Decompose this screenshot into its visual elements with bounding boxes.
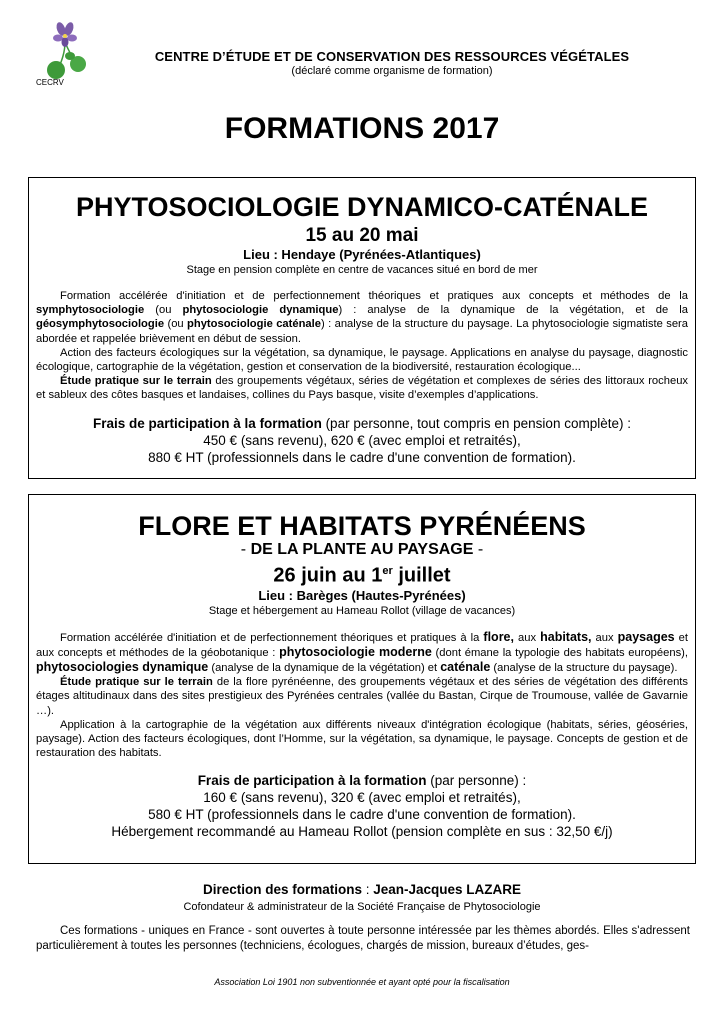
formation1-description bbox=[36, 289, 688, 403]
organization-status: (déclaré comme organisme de formation) bbox=[291, 65, 493, 77]
formation2-paragraph-2: Étude pratique sur le terrain de la flore pyrénéenne, des groupements végétaux et des séries de végétation des différents étages altitudinaux dans des sites prestigieux des Pyrénées centrales (vallée du Bastan, Cirque de Troumouse, vallée de Gavarnie …). bbox=[36, 676, 689, 717]
formation2-stay: Stage et hébergement au Hameau Rollot (village de vacances) bbox=[208, 604, 516, 617]
formation2-subtitle: - DE LA PLANTE AU PAYSAGE - bbox=[240, 541, 484, 558]
formation1-fees: Frais de participation à la formation (par personne, tout compris en pension complète) : 450 € (sans revenu), 620 € (avec emploi et retraités), 880 € HT (professionnels dans le cadre d'une convention de formation). bbox=[93, 415, 631, 465]
formation2-title: FLORE ET HABITATS PYRÉNÉENS bbox=[138, 511, 586, 541]
formation-box-phytosociologie bbox=[28, 177, 696, 479]
formation1-title: PHYTOSOCIOLOGIE DYNAMICO-CATÉNALE bbox=[75, 192, 649, 222]
formation2-paragraph-3: Application à la cartographie de la végétation aux différents niveaux d'intégration écologique (habitats, séries, géoséries, paysage). Action des facteurs écologiques, dont l’Homme, sur la végétation, sa dynamique, le paysage. Concepts de gestion et de restauration des habitats. bbox=[36, 718, 688, 760]
formation1-paragraph-3: Étude pratique sur le terrain des groupements végétaux, séries de végétation et complexes de séries des littoraux rocheux et sableux des côtes basques et landaises, collines du Pays basque, visite d’exemples d’applications. bbox=[36, 375, 689, 402]
association-note: Association Loi 1901 non subventionnée et ayant opté pour la fiscalisation bbox=[214, 977, 510, 987]
formation2-location: Lieu : Barèges (Hautes-Pyrénées) bbox=[258, 587, 466, 603]
direction-line: Direction des formations : Jean-Jacques LAZARE bbox=[202, 882, 522, 897]
formation1-location: Lieu : Hendaye (Pyrénées-Atlantiques) bbox=[243, 247, 481, 262]
formation2-description bbox=[36, 630, 688, 761]
formation1-dates: 15 au 20 mai bbox=[305, 225, 419, 246]
formation2-fees: Frais de participation à la formation (par personne) : 160 € (sans revenu), 320 € (avec emploi et retraités), 580 € HT (professionnels dans le cadre d'une convention de formation). Hébergement recommandé au Hameau Rollot (pension complète en sus : 32,50 €/j) bbox=[111, 773, 613, 840]
intro-paragraph: Ces formations - uniques en France - sont ouvertes à toute personne intéressée par les thèmes abordés. Elles s'adressent particulièrement à toutes les personnes (techniciens, écologues, chargés de mission, bureaux d’études, ges- bbox=[36, 925, 690, 952]
formation-box-flore-habitats bbox=[28, 494, 696, 864]
formation1-stay: Stage en pension complète en centre de vacances situé en bord de mer bbox=[186, 264, 538, 276]
logo-caption: CECRV bbox=[36, 78, 64, 87]
page-title: FORMATIONS 2017 bbox=[224, 112, 500, 145]
director-title: Cofondateur & administrateur de la Société Française de Phytosociologie bbox=[183, 901, 541, 913]
formation2-paragraph-1: Formation accélérée d'initiation et de perfectionnement théoriques et pratiques à la flore, aux habitats, aux paysages et aux concepts et méthodes de la géobotanique : phytosociologie moderne (dont émane la typologie des habitats européens), phytosociologies dynamique (analyse de la dynamique de la végétation) et caténale (analyse de la structure du paysage). bbox=[36, 629, 688, 675]
formation1-paragraph-1: Formation accélérée d'initiation et de perfectionnement théoriques et pratiques aux concepts et méthodes de la symphytosociologie (ou phytosociologie dynamique) : analyse de la dynamique de la végétation, et de la géosymphytosociologie (ou phytosociologie caténale) : analyse de la structure du paysage. La phytosociologie sigmatiste sera abordée et rappelée brièvement en début de session. bbox=[36, 290, 688, 345]
organization-name: CENTRE D’ÉTUDE ET DE CONSERVATION DES RESSOURCES VÉGÉTALES bbox=[154, 49, 630, 64]
formation1-paragraph-2: Action des facteurs écologiques sur la végétation, sa dynamique, le paysage. Applications en analyse du paysage, diagnostic écologique, cartographie de la végétation, gestion et conservation de la biodiversité, restauration écologique... bbox=[36, 346, 688, 374]
formation2-dates: 26 juin au 1er juillet bbox=[273, 564, 451, 587]
